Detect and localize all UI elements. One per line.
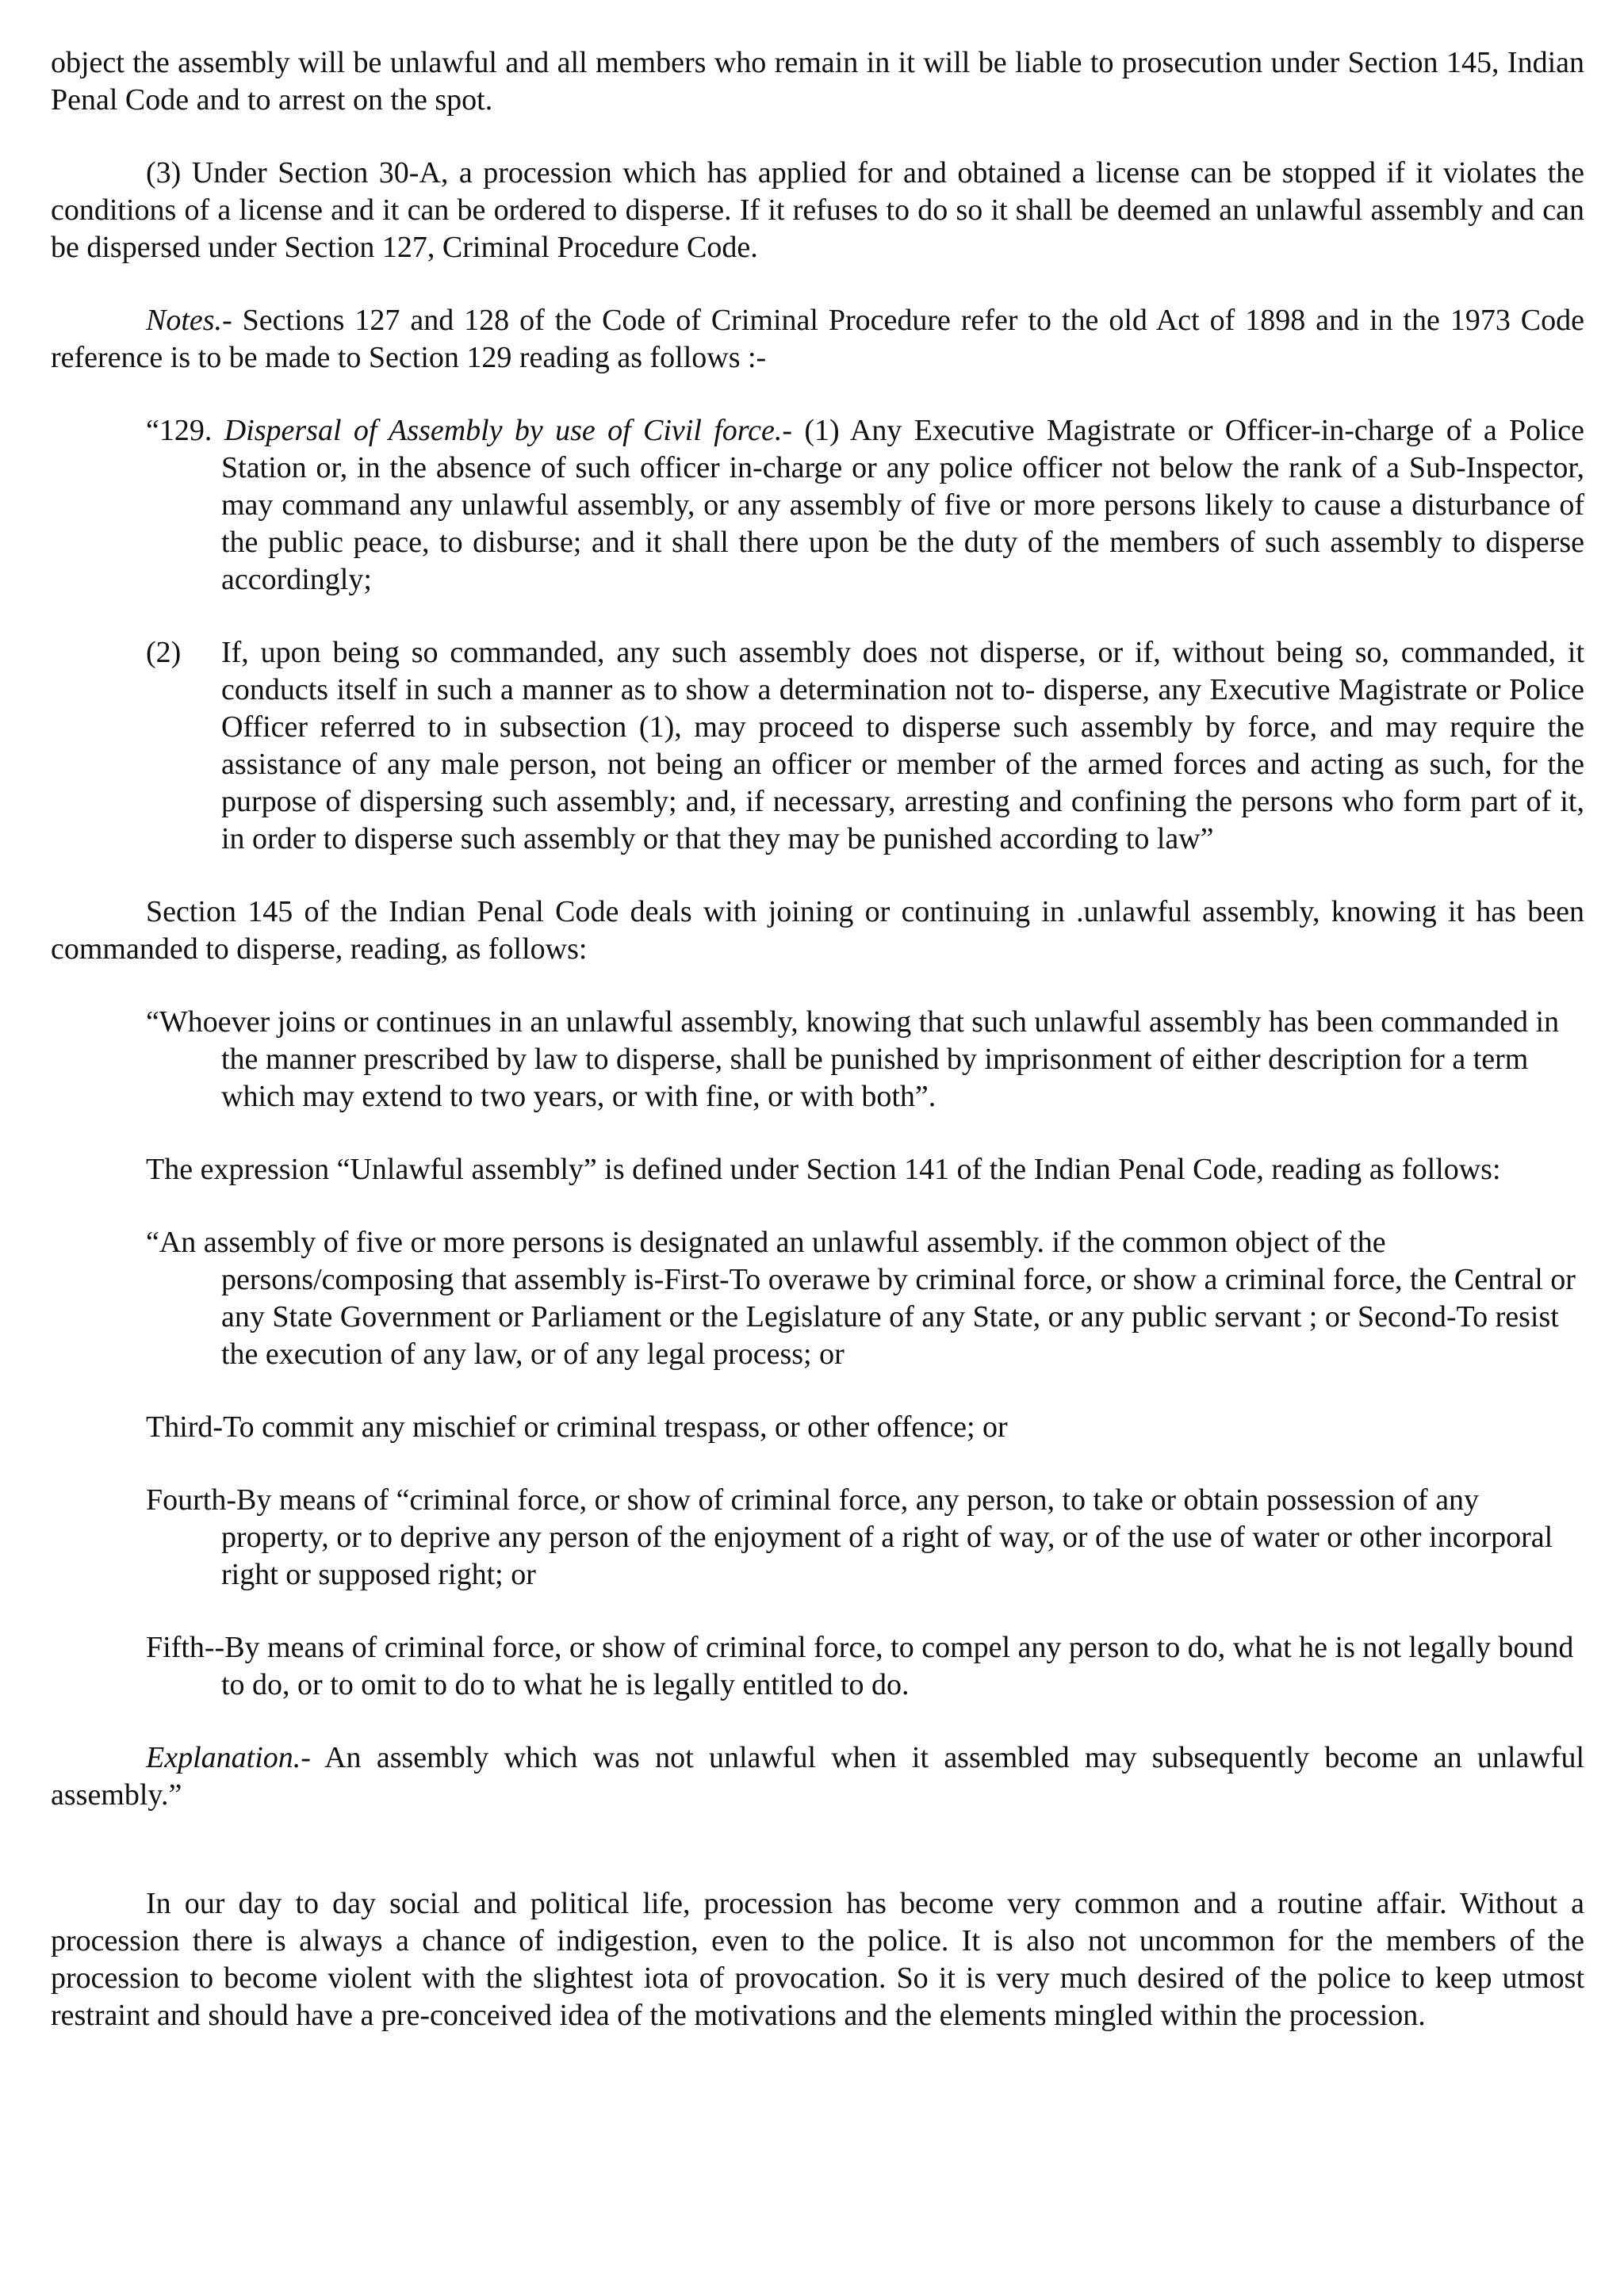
- paragraph-section-141-intro: The expression “Unlawful assembly” is defined under Section 141 of the Indian Penal Code, reading as follows:: [146, 1153, 1501, 1186]
- paragraph-continuation: object the assembly will be unlawful and all members who remain in it will be liable to prosecution under Section 145, Indian Penal Code and to arrest on the spot.: [51, 46, 1584, 117]
- paragraph-notes: [51, 302, 1584, 377]
- quote-third-clause: Third-To commit any mischief or criminal trespass, or other offence; or: [146, 1410, 1008, 1444]
- clause-2-text: If, upon being so commanded, any such assembly does not disperse, or if, without being so, commanded, it conducts itself in such a manner as to show a determination not to- disperse, any Executive Magistrate or Police Officer referred to in subsection (1), may proceed to disperse such assembly by force, and may require the assistance of any male person, not being an officer or member of the armed forces and acting as such, for the purpose of dispersing such assembly; and, if necessary, arresting and confining the persons who form part of it, in order to disperse such assembly or that they may be punished according to law”: [221, 636, 1584, 855]
- spacer: [51, 1850, 1584, 1885]
- paragraph-procession: In our day to day social and political life, procession has become very common and a routine affair. Without a procession there is always a chance of indigestion, even to the police. It is also not uncommon for the members of the procession to become violent with the slightest iota of provocation. So it is very much desired of the police to keep utmost restraint and should have a pre-conceived idea of the motivations and the elements mingled within the procession.: [51, 1887, 1584, 2032]
- notes-label: Notes.: [146, 304, 223, 337]
- notes-text: - Sections 127 and 128 of the Code of Criminal Procedure refer to the old Act of 1898 and in the 1973 Code reference is to be made to Section 129 reading as follows :-: [51, 304, 1584, 374]
- quote-section-141: “An assembly of five or more persons is designated an unlawful assembly. if the common object of the persons/composing that assembly is-First-To overawe by criminal force, or show a criminal force, the Central or any State Government or Parliament or the Legislature of any State, or any public servant ; or Second-To resist the execution of any law, or of any legal process; or: [146, 1226, 1576, 1371]
- section-129-title: Dispersal of Assembly by use of Civil force.: [224, 414, 783, 447]
- document-page: [51, 44, 1584, 2070]
- quote-fifth-clause: Fifth--By means of criminal force, or show of criminal force, to compel any person to do, what he is not legally bound to do, or to omit to do to what he is legally entitled to do.: [146, 1631, 1574, 1701]
- clause-2-number: (2): [146, 636, 182, 669]
- quote-section-129-clause-1: [146, 412, 1584, 599]
- quote-fourth-clause: Fourth-By means of “criminal force, or show of criminal force, any person, to take or obtain possession of any property, or to deprive any person of the enjoyment of a right of way, or of the use of water or other incorporal right or supposed right; or: [146, 1483, 1553, 1591]
- quote-section-129-clause-2: [146, 634, 1584, 858]
- quote-section-145: “Whoever joins or continues in an unlawful assembly, knowing that such unlawful assembly has been commanded in the manner prescribed by law to disperse, shall be punished by imprisonment of either description for a term which may extend to two years, or with fine, or with both”.: [146, 1005, 1560, 1113]
- paragraph-section-145-intro: Section 145 of the Indian Penal Code deals with joining or continuing in .unlawful assembly, knowing it has been commanded to disperse, reading, as follows:: [51, 895, 1584, 966]
- paragraph-explanation: [51, 1739, 1584, 1814]
- explanation-label: Explanation.: [146, 1741, 301, 1774]
- explanation-text: - An assembly which was not unlawful when it assembled may subsequently become an unlawful assembly.”: [51, 1741, 1584, 1812]
- section-129-prefix: “129.: [146, 414, 224, 447]
- paragraph-section-30a: (3) Under Section 30-A, a procession which has applied for and obtained a license can be stopped if it violates the conditions of a license and it can be ordered to disperse. If it refuses to do so it shall be deemed an unlawful assembly and can be dispersed under Section 127, Criminal Procedure Code.: [51, 156, 1584, 264]
- section-129-text: - (1) Any Executive Magistrate or Officer-in-charge of a Police Station or, in the absence of such officer in-charge or any police officer not below the rank of a Sub-Inspector, may command any unlawful assembly, or any assembly of five or more persons likely to cause a disturbance of the public peace, to disburse; and it shall there upon be the duty of the members of such assembly to disperse accordingly;: [221, 414, 1584, 596]
